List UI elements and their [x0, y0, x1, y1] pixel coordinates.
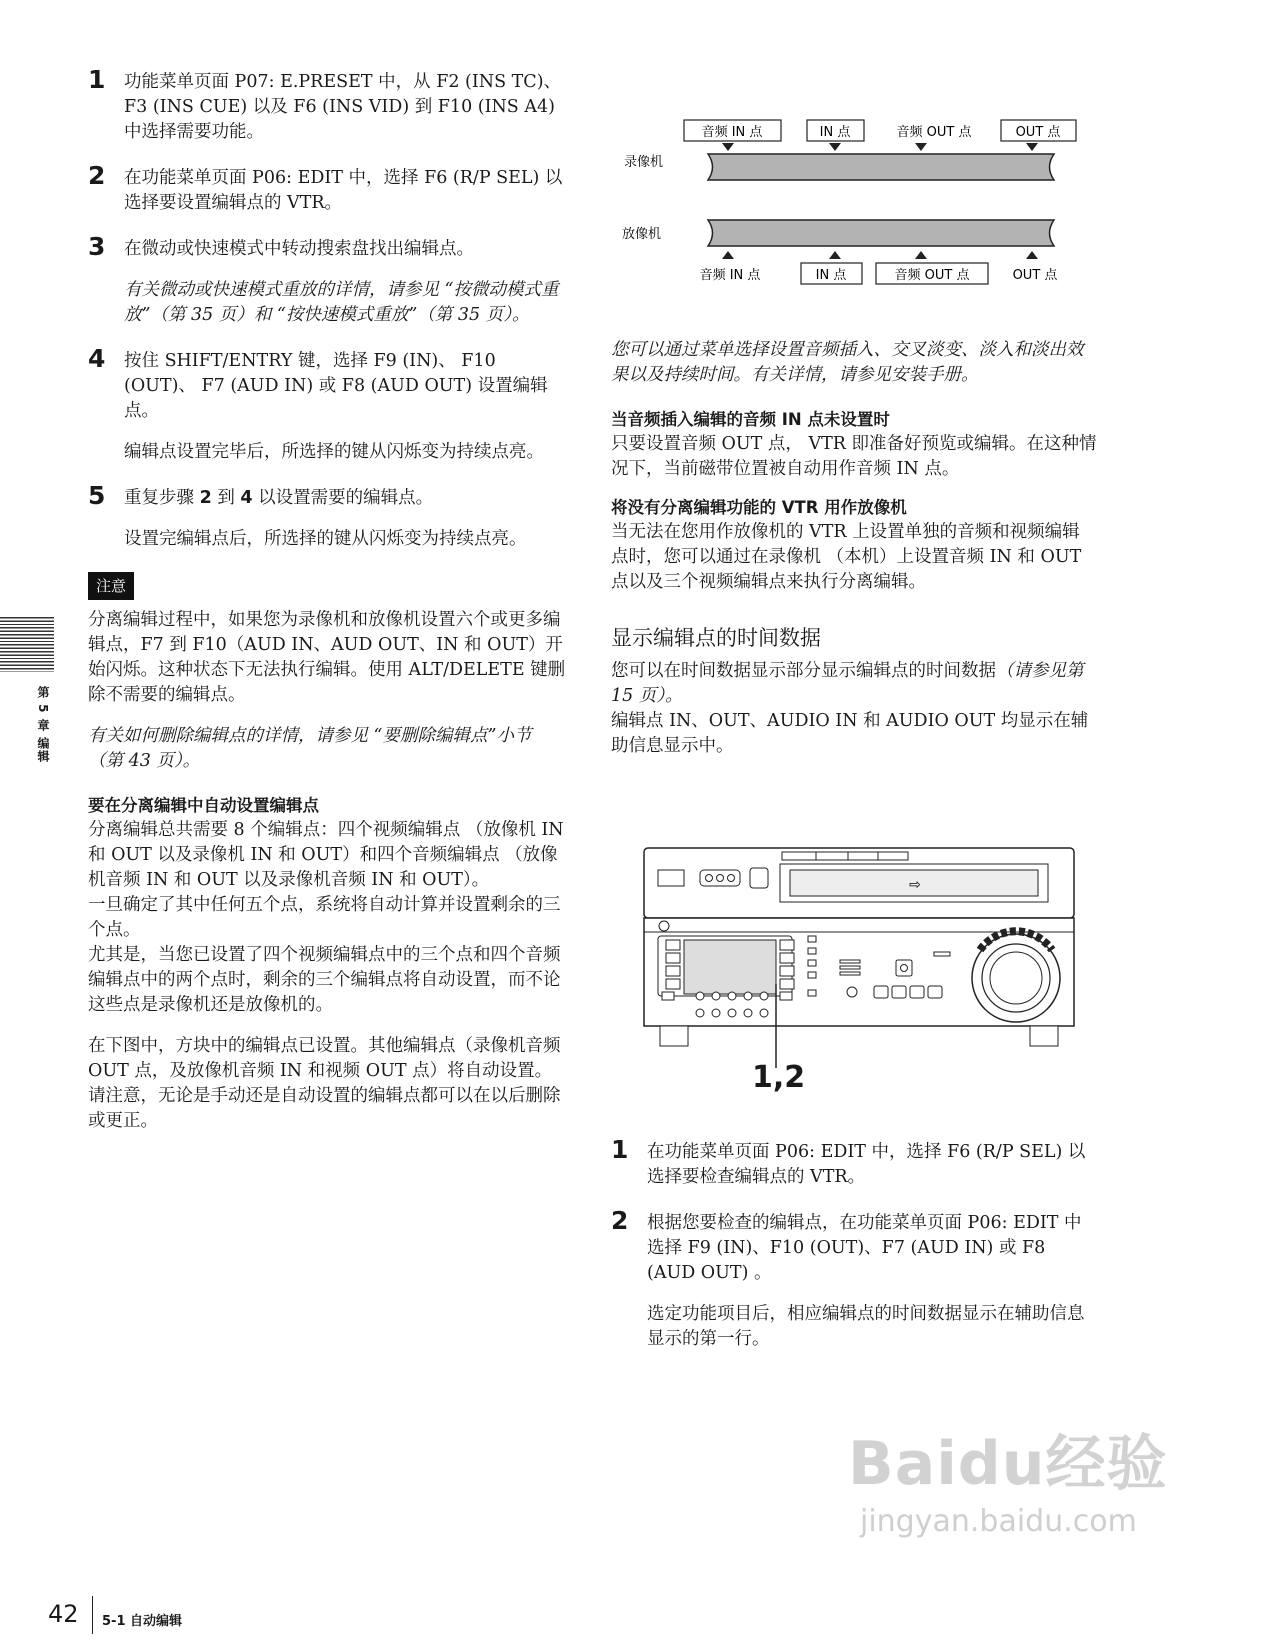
step-text: 在功能菜单页面 P06: EDIT 中，选择 F6 (R/P SEL) 以选择要检查编辑点的 VTR。: [647, 1142, 1086, 1187]
diagram-reference: 您可以通过菜单选择设置音频插入、交叉淡变、淡入和淡出效果以及持续时间。有关详情，请参见安装手册。: [611, 340, 1084, 385]
step-text: 功能菜单页面 P07: E.PRESET 中，从 F2 (INS TC)、F3 (INS CUE) 以及 F6 (INS VID) 到 F10 (INS A4) 中选择需要功能。: [124, 72, 562, 142]
recorder-label: 录像机: [624, 155, 664, 170]
player-tape: [708, 220, 1054, 246]
label-recorder-out: OUT 点: [1015, 125, 1061, 140]
step-3: [88, 232, 570, 262]
step-4-result: 编辑点设置完毕后，所选择的键从闪烁变为持续点亮。: [124, 442, 544, 462]
step-text: 在微动或快速模式中转动搜索盘找出编辑点。: [124, 239, 474, 259]
time-data-text: 您可以在时间数据显示部分显示编辑点的时间数据（请参见第 15 页）。: [611, 661, 1084, 706]
step-text: 在功能菜单页面 P06: EDIT 中，选择 F6 (R/P SEL) 以选择要设置编辑点的 VTR。: [124, 168, 563, 213]
right-step-2-result: 选定功能项目后，相应编辑点的时间数据显示在辅助信息显示的第一行。: [647, 1304, 1085, 1349]
note-reference: 有关如何删除编辑点的详情，请参见 “要删除编辑点”小节 （第 43 页）。: [88, 726, 532, 771]
chapter-label: 第 5 章 编辑: [36, 686, 50, 763]
marker-up: [829, 251, 841, 259]
note-badge: 注意: [88, 572, 134, 600]
figure-note: 请注意，无论是手动还是自动设置的编辑点都可以在以后删除或更正。: [88, 1086, 561, 1131]
audio-in-heading: 当音频插入编辑的音频 IN 点未设置时: [611, 410, 890, 429]
watermark-brand: Baidu经验: [848, 1429, 1168, 1499]
label-player-out: OUT 点: [1012, 268, 1058, 283]
step-number: 1: [611, 1135, 629, 1164]
player-label: 放像机: [622, 227, 662, 242]
marker-down: [829, 143, 841, 151]
step-4: [88, 344, 570, 424]
step-5: [88, 481, 570, 511]
step-1: [88, 65, 570, 145]
step-number: 4: [88, 344, 106, 373]
right-step-1: [611, 1135, 1097, 1190]
marker-down: [1026, 143, 1038, 151]
page-number: 42: [48, 1600, 79, 1628]
label-recorder-audio-in: 音频 IN 点: [701, 125, 763, 140]
auto-heading: 要在分离编辑中自动设置编辑点: [88, 796, 319, 815]
label-recorder-audio-out: 音频 OUT 点: [896, 125, 972, 140]
watermark-url: jingyan.baidu.com: [860, 1504, 1137, 1539]
recorder-tape: [708, 154, 1054, 180]
footer-divider: [92, 1596, 93, 1634]
device-callout: 1,2: [752, 1060, 806, 1095]
marker-up: [915, 251, 927, 259]
right-steps: [611, 1135, 1097, 1352]
note-text: 分离编辑过程中，如果您为录像机和放像机设置六个或更多编辑点，F7 到 F10（AUD IN、AUD OUT、IN 和 OUT）开始闪烁。这种状态下无法执行编辑。使用 ALT/DELETE 键删除不需要的编辑点。: [88, 610, 566, 705]
label-recorder-in: IN 点: [819, 125, 851, 140]
marker-down: [722, 143, 734, 151]
time-data-heading: 显示编辑点的时间数据: [611, 626, 821, 650]
marker-down: [915, 143, 927, 151]
label-player-audio-in: 音频 IN 点: [699, 268, 761, 283]
note-block: [88, 572, 570, 774]
right-step-2: [611, 1206, 1097, 1286]
step-number: 5: [88, 481, 106, 510]
time-data-display-text: 编辑点 IN、OUT、AUDIO IN 和 AUDIO OUT 均显示在辅助信息显示中。: [611, 711, 1089, 756]
vtr-heading: 将没有分离编辑功能的 VTR 用作放像机: [611, 498, 907, 517]
auto-section: [88, 794, 570, 1134]
step-number: 2: [88, 161, 106, 190]
step-3-reference: 有关微动或快速模式重放的详情，请参见 “按微动模式重放”（第 35 页）和 “按快速模式重放”（第 35 页）。: [124, 280, 559, 325]
step-text: 根据您要检查的编辑点，在功能菜单页面 P06: EDIT 中选择 F9 (IN)、F10 (OUT)、F7 (AUD IN) 或 F8 (AUD OUT) 。: [647, 1213, 1082, 1283]
footer-section: 5-1 自动编辑: [102, 1614, 183, 1629]
left-column: [88, 65, 570, 1134]
right-column: [611, 338, 1097, 759]
step-2: [88, 161, 570, 216]
step-number: 1: [88, 65, 106, 94]
step-5-result: 设置完编辑点后，所选择的键从闪烁变为持续点亮。: [124, 529, 527, 549]
auto-paragraph-2: 一旦确定了其中任何五个点，系统将自动计算并设置剩余的三个点。: [88, 895, 561, 940]
vtr-text: 当无法在您用作放像机的 VTR 上设置单独的音频和视频编辑点时，您可以通过在录像机 （本机）上设置音频 IN 和 OUT 点以及三个视频编辑点来执行分离编辑。: [611, 522, 1082, 592]
audio-in-text: 只要设置音频 OUT 点， VTR 即准备好预览或编辑。在这种情况下，当前磁带位置被自动用作音频 IN 点。: [611, 434, 1097, 479]
step-number: 3: [88, 232, 106, 261]
auto-paragraph-1: 分离编辑总共需要 8 个编辑点：四个视频编辑点 （放像机 IN 和 OUT 以及录像机 IN 和 OUT）和四个音频编辑点 （放像机音频 IN 和 OUT 以及录像机音频 IN 和 OUT）。: [88, 820, 564, 890]
marker-up: [722, 251, 734, 259]
vtr-front-panel: [640, 842, 1080, 1092]
cassette-arrow-icon: ⇨: [909, 877, 921, 893]
figure-explanation: 在下图中，方块中的编辑点已设置。其他编辑点（录像机音频 OUT 点，及放像机音频 IN 和视频 OUT 点）将自动设置。: [88, 1036, 561, 1081]
label-player-audio-out: 音频 OUT 点: [894, 268, 970, 283]
marker-up: [1026, 251, 1038, 259]
step-text: 按住 SHIFT/ENTRY 键，选择 F9 (IN)、 F10 (OUT)、 F7 (AUD IN) 或 F8 (AUD OUT) 设置编辑点。: [124, 351, 548, 421]
chapter-tab-stripes: [0, 617, 54, 672]
step-number: 2: [611, 1206, 629, 1235]
auto-paragraph-3: 尤其是，当您已设置了四个视频编辑点中的三个点和四个音频编辑点中的两个点时，剩余的三个编辑点将自动设置，而不论这些点是录像机还是放像机的。: [88, 945, 561, 1015]
step-text: 重复步骤 2 到 4 以设置需要的编辑点。: [124, 488, 434, 508]
edit-point-diagram: [612, 112, 1092, 297]
label-player-in: IN 点: [815, 268, 847, 283]
